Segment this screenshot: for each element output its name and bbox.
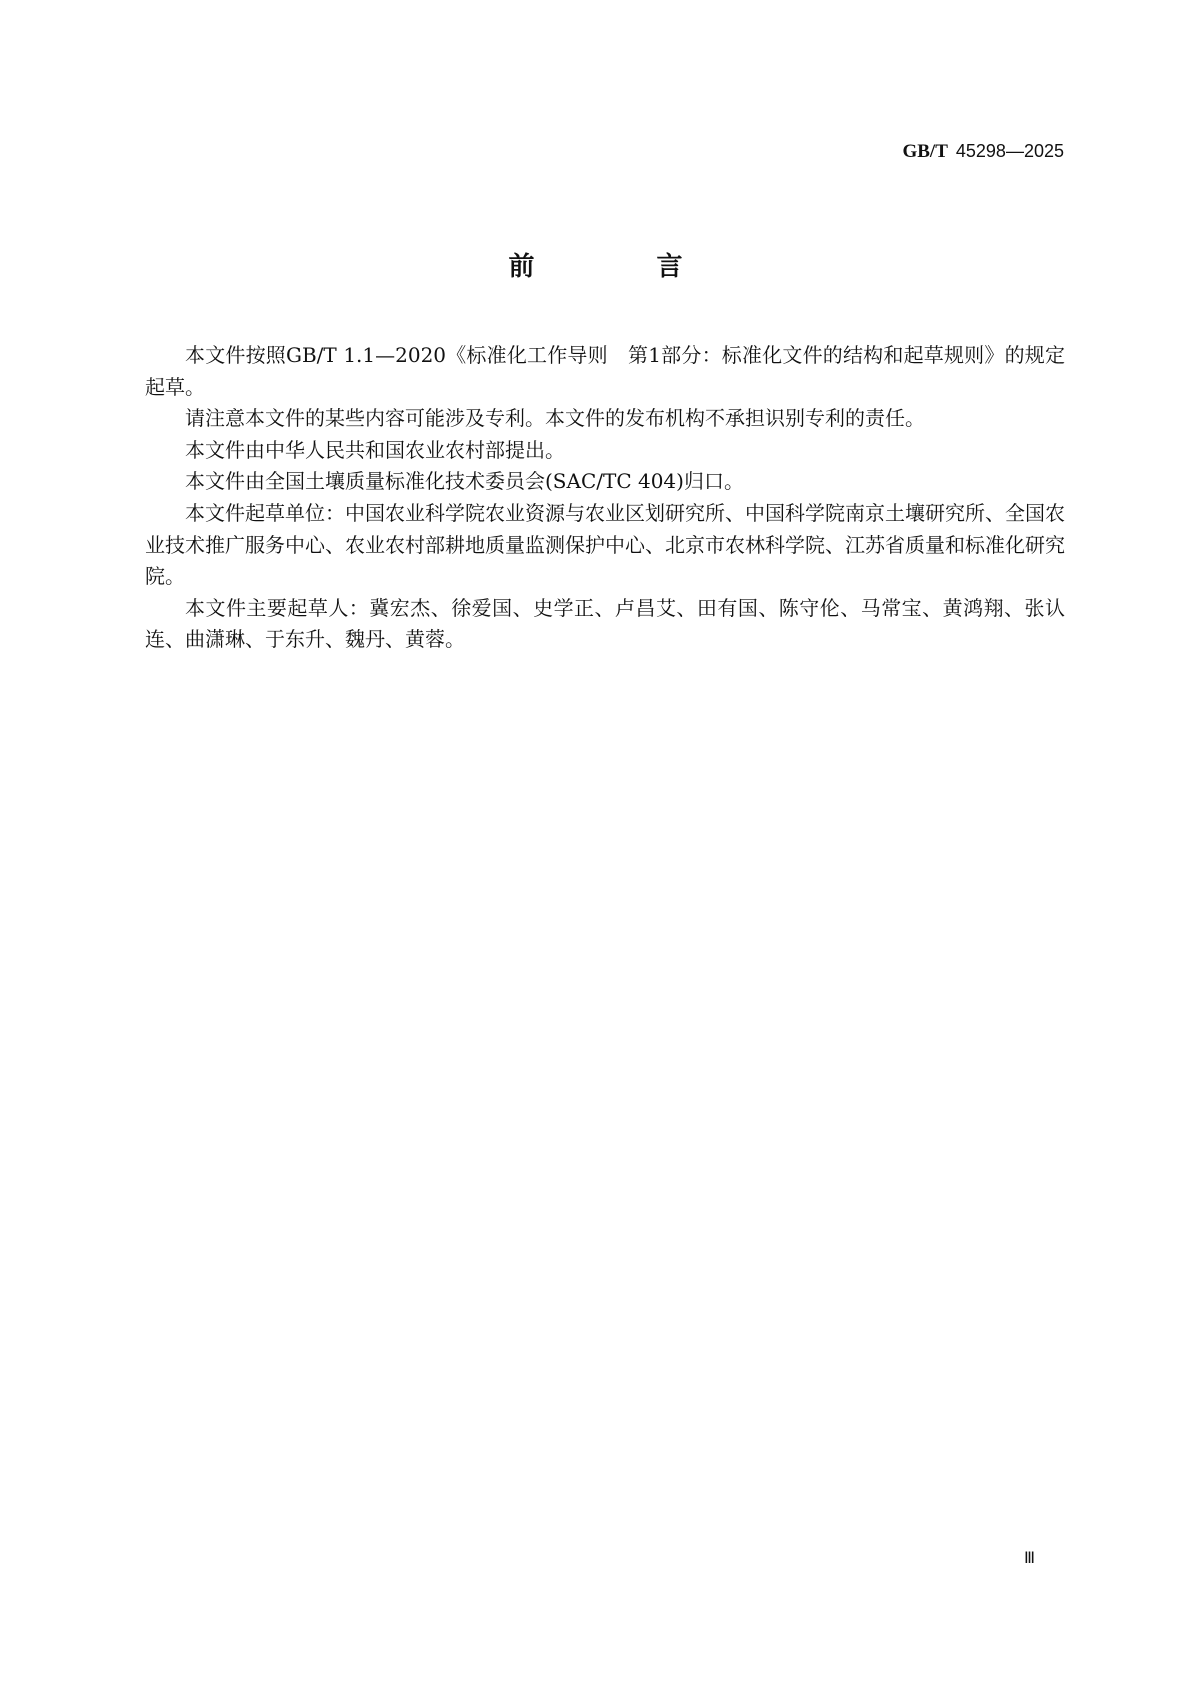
paragraph-drafting-rules: 本文件按照GB/T 1.1—2020《标准化工作导则 第1部分：标准化文件的结构和起草规则》的规定起草。 bbox=[145, 343, 1065, 399]
foreword-body bbox=[145, 340, 1065, 656]
document-header bbox=[902, 141, 1064, 163]
paragraph-proposer: 本文件由中华人民共和国农业农村部提出。 bbox=[185, 437, 565, 462]
paragraph-drafting-units: 本文件起草单位：中国农业科学院农业资源与农业区划研究所、中国科学院南京土壤研究所、全国农业技术推广服务中心、农业农村部耕地质量监测保护中心、北京市农林科学院、江苏省质量和标准化研究院。 bbox=[145, 500, 1065, 589]
paragraph-committee: 本文件由全国土壤质量标准化技术委员会(SAC/TC 404)归口。 bbox=[185, 469, 744, 494]
paragraph-drafters: 本文件主要起草人：冀宏杰、徐爱国、史学正、卢昌艾、田有国、陈守伦、马常宝、黄鸿翔、张认连、曲潇琳、于东升、魏丹、黄蓉。 bbox=[145, 595, 1065, 652]
standard-code: GB/T bbox=[902, 141, 948, 162]
standard-number: 45298—2025 bbox=[955, 141, 1064, 161]
paragraph-patent-notice: 请注意本文件的某些内容可能涉及专利。本文件的发布机构不承担识别专利的责任。 bbox=[185, 406, 925, 431]
page-title: 前 言 bbox=[508, 252, 731, 282]
page-number: Ⅲ bbox=[1024, 1550, 1036, 1567]
